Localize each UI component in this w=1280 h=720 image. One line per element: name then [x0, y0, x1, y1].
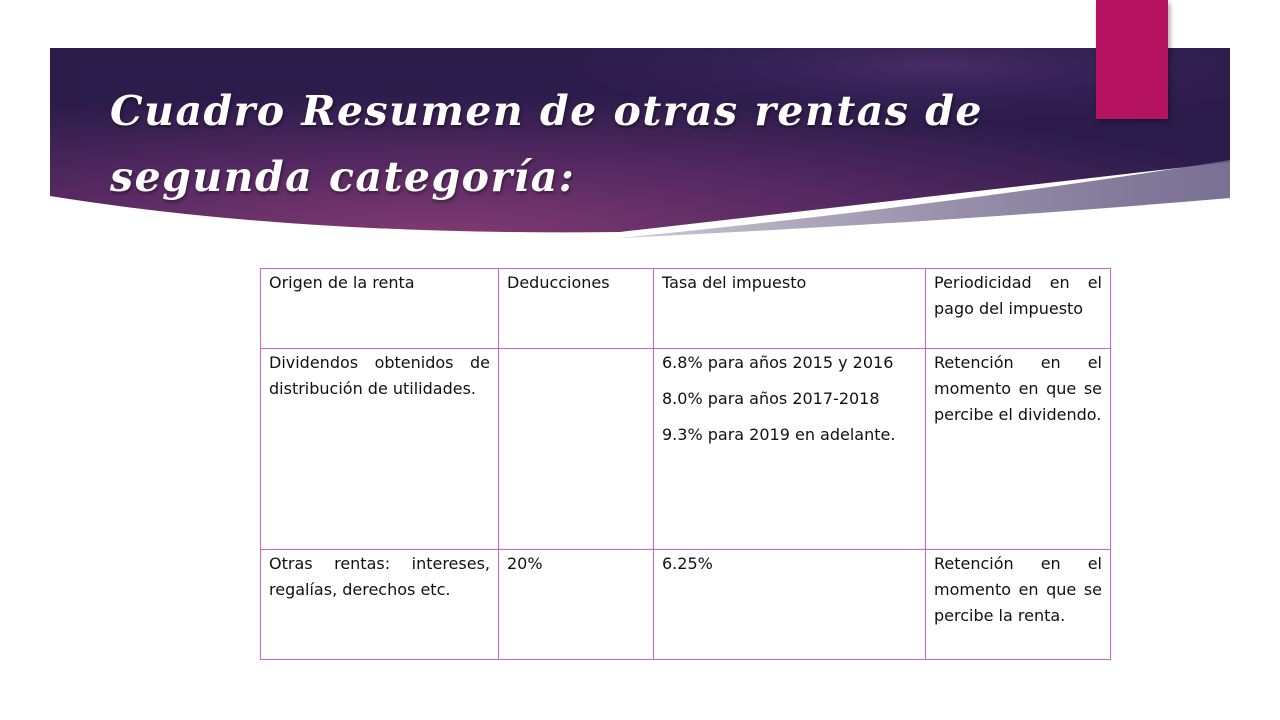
title-line-2: segunda categoría: — [110, 153, 576, 201]
cell-deducciones: 20% — [499, 550, 654, 660]
summary-table — [260, 268, 1111, 660]
cell-tasa — [654, 550, 926, 660]
header-tasa: Tasa del impuesto — [654, 269, 926, 349]
tasa-item: 6.8% para años 2015 y 2016 — [662, 353, 894, 372]
title-line-1: Cuadro Resumen de otras rentas de — [110, 87, 983, 135]
cell-periodicidad: Retención en el momento en que se percibe la renta. — [926, 550, 1111, 660]
cell-origen: Otras rentas: intereses, regalías, derechos etc. — [261, 550, 499, 660]
page-title — [110, 78, 1010, 210]
cell-deducciones — [499, 349, 654, 550]
summary-table-wrapper — [260, 268, 1110, 660]
tasa-item: 6.25% — [662, 554, 713, 573]
table-header-row — [261, 269, 1111, 349]
table-row — [261, 349, 1111, 550]
accent-tab — [1096, 0, 1168, 119]
header-origen: Origen de la renta — [261, 269, 499, 349]
header-deducciones: Deducciones — [499, 269, 654, 349]
table-row — [261, 550, 1111, 660]
cell-periodicidad: Retención en el momento en que se percibe el dividendo. — [926, 349, 1111, 550]
tasa-item: 8.0% para años 2017-2018 — [662, 389, 880, 408]
cell-tasa — [654, 349, 926, 550]
header-periodicidad: Periodicidad en el pago del impuesto — [926, 269, 1111, 349]
tasa-item: 9.3% para 2019 en adelante. — [662, 425, 896, 444]
cell-origen: Dividendos obtenidos de distribución de utilidades. — [261, 349, 499, 550]
